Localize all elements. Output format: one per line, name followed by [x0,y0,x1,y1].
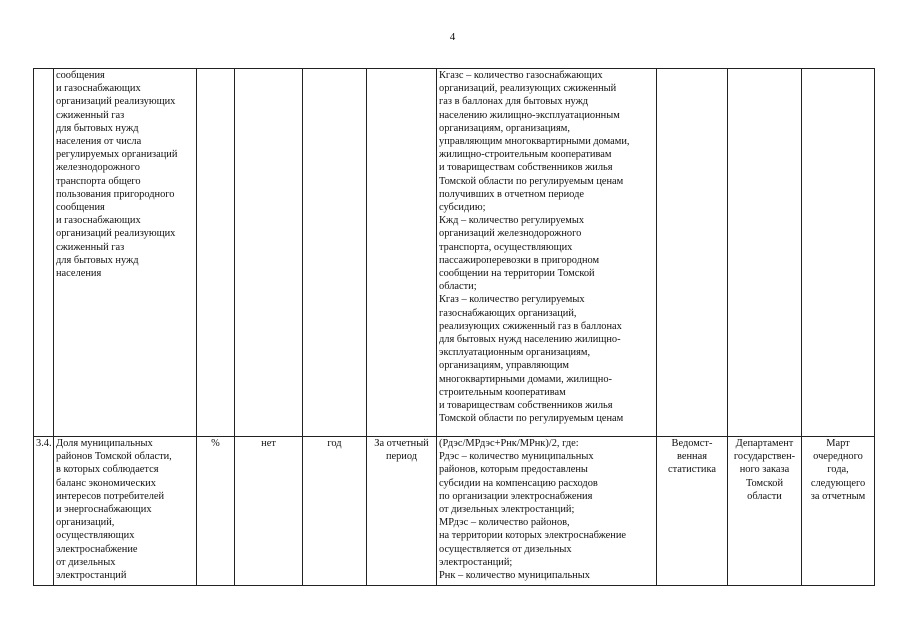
text-line: За отчетный [374,438,429,449]
text-line: строительным кооперативам [439,386,566,398]
text-line: организациям, организациям, [439,122,570,134]
text-line: населения от числа [56,136,142,148]
cell-formula [437,69,657,437]
text-line: области; [439,281,477,293]
text-line: пассажироперевозки в пригородном [439,254,600,266]
table-row-continued [34,69,875,437]
text-line: жилищно-строительным кооперативам [439,149,612,161]
text-line: управляющим многоквартирными домами, [439,136,630,148]
text-line: районов Томской области, [56,451,172,463]
text-line: следующего [810,477,866,489]
text-line: Томской области по регулируемым ценам [439,413,624,425]
text-line: и энергоснабжающих [56,504,152,516]
text-line: организаций реализующих [56,96,176,108]
text-line: организаций железнодорожного [439,228,582,240]
text-line: и газоснабжающих [56,215,141,227]
text-line: баланс экономических [56,477,156,489]
text-line: организаций реализующих [56,228,176,240]
text-line: организаций, реализующих сжиженный [439,83,617,95]
text-line: очередного [813,451,863,463]
cell-indicator-name [54,69,197,437]
text-line: МРдэс – количество районов, [439,517,570,529]
cell-indicator-name [54,437,197,586]
cell-unit [197,69,235,437]
text-line: субсидию; [439,202,486,214]
text-line: субсидии на компенсацию расходов [439,477,598,489]
text-line: газоснабжающих организаций, [439,307,577,319]
text-line: электростанций [56,570,127,582]
text-line: Март [826,438,850,449]
text-line: по организации электроснабжения [439,490,593,502]
text-line: пользования пригородного [56,188,175,200]
text-line: осуществляющих [56,530,135,542]
cell-deadline [802,437,875,586]
text-line: государствен- [733,451,796,463]
page-number: 4 [449,31,456,43]
indicators-table [33,68,875,586]
text-line: венная [677,451,707,463]
text-line: области [747,490,782,502]
cell-periodicity: год [303,437,367,586]
text-line: сжиженный газ [56,241,125,253]
text-line: в которых соблюдается [56,464,159,476]
text-line: транспорта общего [56,175,141,187]
cell-formula [437,437,657,586]
text-line: период [385,451,418,463]
cell-growing: нет [235,437,303,586]
text-line: реализующих сжиженный газ в баллонах [439,320,622,332]
text-line: для бытовых нужд [56,254,139,266]
text-line: Ведомст- [671,438,713,449]
text-line: и товариществам собственников жилья [439,162,613,174]
cell-number [34,69,54,437]
text-line: железнодорожного [56,162,140,174]
text-line: ного заказа [739,464,790,476]
text-line: для бытовых нужд [56,122,139,134]
text-line: от дизельных электростанций; [439,504,575,516]
text-line: получивших в отчетном периоде [439,188,584,200]
cell-source [657,69,728,437]
cell-growing [235,69,303,437]
cell-number: 3.4. [34,437,54,586]
text-line: Кгазс – количество газоснабжающих [439,70,603,81]
text-line: для бытовых нужд населению жилищно- [439,334,621,346]
text-line: и газоснабжающих [56,83,141,95]
text-line: сообщения [56,202,105,214]
text-line: (Рдэс/МРдэс+Рнк/МРнк)/2, где: [439,438,579,449]
text-line: осуществляется от дизельных [439,543,572,555]
text-line: года, [827,464,849,476]
cell-period [367,437,437,586]
text-line: Рнк – количество муниципальных [439,570,590,582]
text-line: организаций, [56,517,115,529]
table-row-3-4 [34,437,875,586]
text-line: статистика [668,464,716,476]
text-line: сообщении на территории Томской [439,268,595,280]
cell-periodicity [303,69,367,437]
text-line: газ в баллонах для бытовых нужд [439,96,589,108]
cell-deadline [802,69,875,437]
text-line: сообщения [56,70,105,81]
text-line: организациям, управляющим [439,360,569,372]
text-line: и товариществам собственников жилья [439,400,613,412]
cell-responsible [728,437,802,586]
text-line: за отчетным [810,490,866,502]
text-line: Томской области по регулируемым ценам [439,175,624,187]
text-line: транспорта, осуществляющих [439,241,573,253]
text-line: регулируемых организаций [56,149,178,161]
text-line: Доля муниципальных [56,438,153,449]
text-line: интересов потребителей [56,490,165,502]
cell-period [367,69,437,437]
cell-source [657,437,728,586]
text-line: Рдэс – количество муниципальных [439,451,594,463]
text-line: электростанций; [439,556,513,568]
text-line: населения [56,268,102,280]
text-line: сжиженный газ [56,109,125,121]
text-line: районов, которым предоставлены [439,464,588,476]
text-line: многоквартирными домами, жилищно- [439,373,613,385]
text-line: на территории которых электроснабжение [439,530,627,542]
cell-responsible [728,69,802,437]
text-line: населению жилищно-эксплуатационным [439,109,620,121]
text-line: эксплуатационным организациям, [439,347,591,359]
text-line: от дизельных [56,556,116,568]
text-line: Кгаз – количество регулируемых [439,294,585,306]
text-line: Кжд – количество регулируемых [439,215,585,227]
text-line: Департамент [735,438,794,449]
text-line: электроснабжение [56,543,138,555]
text-line: Томской [745,477,784,489]
cell-unit: % [197,437,235,586]
